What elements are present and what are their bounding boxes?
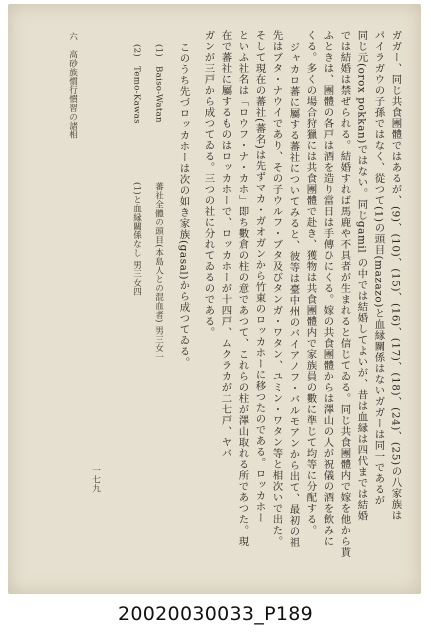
list-item-name: Temo-Kawas	[131, 66, 142, 124]
body-line: 先はブタ・ナウイであり、その子ウルフ・ブタ及びタンガ・ワタン、ユミン・ワタン等と相次いで出た。	[270, 30, 283, 547]
list-item-number: (2)	[131, 44, 142, 58]
body-line: ガンが三戸から成つてゐる。三つの社に分れてゐるのである。	[202, 30, 215, 338]
list-item-desc: (1)と血縁關係なし 男三女四	[131, 182, 142, 297]
body-line: 同じ元(orox pokkan)ではない。同じgamil の中では結婚してよいが、昔は血縁は四代までは結婚	[355, 30, 368, 522]
chapter-number: 六	[67, 32, 78, 41]
body-line: そして現在の蕃社(蕃名)は先ずマカ・ガオガンから竹東のロッカホーに移つたのである。ロッカホー	[253, 30, 266, 524]
body-line: ガガー、同じ共食團體ではあるが、(9)、(10)、(15)、(16)、(17)、(18)、(24)、(25)の八家族は	[389, 30, 402, 521]
list-item-number: (1)	[153, 44, 164, 58]
body-line: 在で蕃社に屬するものはロッカホーで、ロッカホーが十四戸、ムクラカが二七戸、ヤバ	[219, 30, 232, 459]
running-title: 高砂族慣行慣習の諸相	[67, 50, 78, 139]
body-line: このうち先づロッカホーは次の如き家族(gasal)から成つてゐる。	[177, 42, 190, 369]
body-line: ふときは、團體の各戸は酒を造り當日は手傳ひにくる。嫁の共食團體からは澤山の人が祝儀の酒を飲みに	[321, 30, 334, 547]
list-item-desc: 蕃社全體の頭目(本島人との混血者) 男三女一	[153, 182, 164, 362]
document-page	[8, 4, 421, 594]
body-line: といふ社名は「ロウフ・ナ・カホ」即ち數倉の柱の意であつて、これらの柱が澤山取れる所であつた。現	[236, 30, 249, 547]
body-line: くる。多くの場合狩獵には共食團體で赴き、獲物は共食團體内で家族員の數に準じて均等に分配する。	[304, 30, 317, 536]
body-line: パイラガウの子孫ではなく、從つて(1)の頭目(mazazo)と血縁關係はないガガーは同一であるが	[372, 30, 385, 506]
page-number: 一七九	[90, 466, 101, 493]
body-line: では結婚は禁ぜられる。結婚すれば馬鹿や不具者が生まれると信じてゐる。同じ共食團體内で嫁を他から貰	[338, 30, 351, 558]
list-item-name: Baiso-Watan	[153, 66, 164, 123]
body-line: ジャカロ蕃に屬する蕃社についてみると、彼等は臺中州のバイアノフ・バルモアンから出て、最初の祖	[287, 42, 300, 548]
image-id-caption: 20020030033_P189	[118, 603, 313, 625]
